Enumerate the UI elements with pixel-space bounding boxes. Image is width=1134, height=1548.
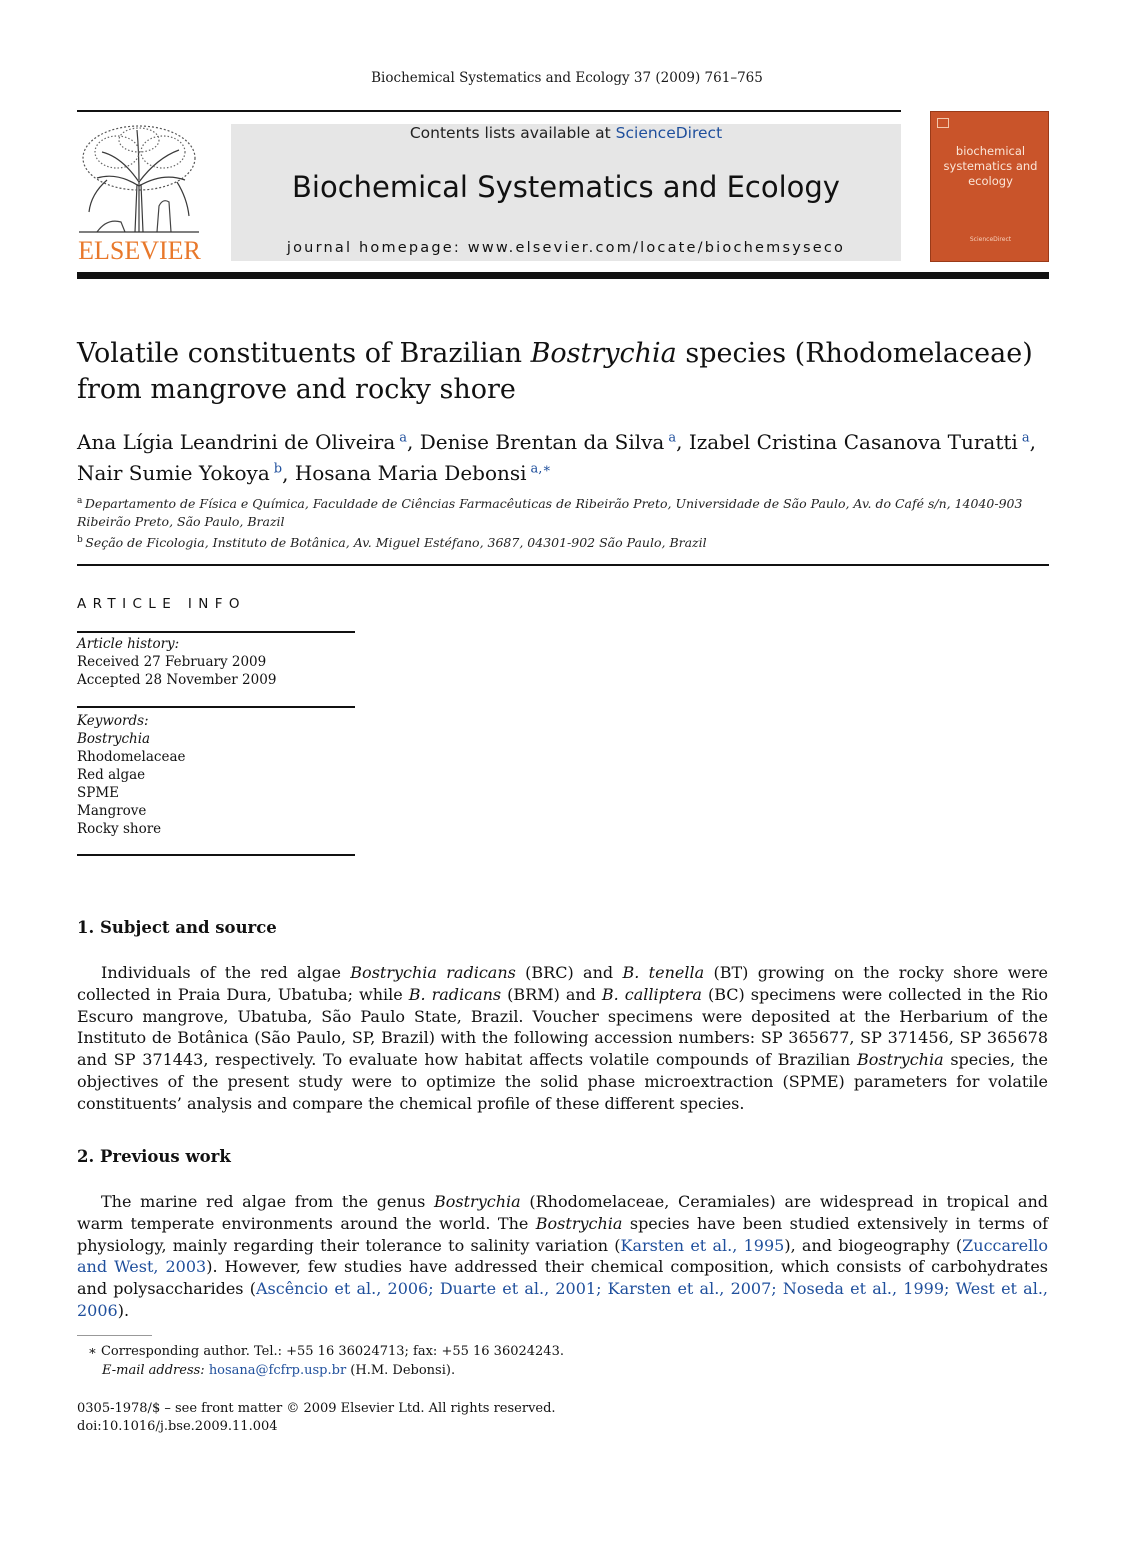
article-info-heading: ARTICLE INFO — [77, 596, 246, 612]
cover-logo-icon — [937, 118, 949, 128]
contents-line — [231, 124, 901, 142]
section-paragraph: The marine red algae from the genus Bostrychia (Rhodomelaceae, Ceramiales) are widespread in tropical and warm temperate environments around the world. The Bostrychia species have been studied extensively in terms of physiology, mainly regarding their tolerance to salinity variation (Karsten et al., 1995), and biogeography (Zuccarello and West, 2003). However, few studies have addressed their chemical composition, which consists of carbohydrates and polysaccharides (Ascêncio et al., 2006; Duarte et al., 2001; Karsten et al., 2007; Noseda et al., 1999; West et al., 2006). — [77, 1192, 1049, 1320]
section-heading: 1. Subject and source — [77, 918, 277, 937]
affiliations — [77, 492, 1049, 552]
keywords — [77, 712, 355, 838]
affiliation: $^b$ Seção de Ficologia, Instituto de Botânica, Av. Miguel Estéfano, 3687, 04301-902 São Paulo, Brazil — [77, 535, 707, 551]
section-heading: 2. Previous work — [77, 1147, 231, 1166]
history-label: Article history: — [77, 636, 180, 652]
title-part: Volatile constituents of Brazilian — [77, 338, 531, 369]
reference-link[interactable]: Ascêncio et al., 2006; Duarte et al., 2001; Karsten et al., 2007; Noseda et al., 1999; West et al., 2006 — [77, 1279, 1048, 1320]
sciencedirect-link[interactable]: ScienceDirect — [615, 124, 723, 142]
doi[interactable]: doi:10.1016/j.bse.2009.11.004 — [77, 1419, 278, 1434]
issn-copyright: 0305-1978/$ – see front matter © 2009 Elsevier Ltd. All rights reserved. — [77, 1401, 556, 1416]
author[interactable]: Ana Lígia Leandrini de Oliveira $^a$ — [77, 429, 408, 454]
received-date: Received 27 February 2009 — [77, 654, 267, 670]
footnote — [88, 1342, 1060, 1380]
header-top-rule — [77, 110, 901, 112]
footnote-rule — [77, 1335, 152, 1336]
section-paragraph: Individuals of the red algae Bostrychia radicans (BRC) and B. tenella (BT) growing on the rocky shore were collected in Praia Dura, Ubatuba; while B. radicans (BRM) and B. calliptera (BC) specimens were collected in the Rio Escuro mangrove, Ubatuba, São Paulo State, Brazil. Voucher specimens were deposited at the Herbarium of the Instituto de Botânica (São Paulo, SP, Brazil) with the following accession numbers: SP 365677, SP 371456, SP 365678 and SP 371443, respectively. To evaluate how habitat affects volatile compounds of Brazilian Bostrychia species, the objectives of the present study were to optimize the solid phase microextraction (SPME) parameters for volatile constituents’ analysis and compare the chemical profile of these different species. — [77, 963, 1049, 1113]
article-info-rule — [77, 706, 355, 708]
keyword: Rocky shore — [77, 821, 162, 837]
keywords-label: Keywords: — [77, 713, 149, 729]
cover-publisher: ScienceDirect — [969, 236, 1012, 243]
journal-banner — [231, 124, 901, 261]
elsevier-wordmark: ELSEVIER — [78, 236, 201, 265]
journal-homepage[interactable]: journal homepage: www.elsevier.com/locate/biochemsyseco — [286, 240, 846, 256]
email-line: E-mail address: hosana@fcfrp.usp.br (H.M. Debonsi). — [102, 1363, 456, 1378]
header-bottom-rule — [77, 272, 1049, 279]
cover-title: biochemical systematics and ecology — [943, 144, 1038, 188]
author[interactable]: Denise Brentan da Silva $^a$ — [419, 429, 677, 454]
title-part: species (Rhodomelaceae) from mangrove and rocky shore — [77, 338, 1033, 405]
corresponding-author: ∗ Corresponding author. Tel.: +55 16 36024713; fax: +55 16 36024243. — [88, 1344, 564, 1359]
elsevier-logo — [77, 122, 202, 264]
author-list: Ana Lígia Leandrini de Oliveira $^a$, Denise Brentan da Silva $^a$, Izabel Cristina Casanova Turatti $^a$, Nair Sumie Yokoya $^b$, Hosana Maria Debonsi $^{a,∗}$ — [77, 429, 1036, 486]
keyword: Bostrychia — [77, 731, 151, 747]
title-genus: Bostrychia — [530, 338, 677, 369]
article-history — [77, 635, 355, 689]
article-title — [77, 336, 1049, 408]
author[interactable]: Nair Sumie Yokoya $^b$ — [77, 461, 283, 486]
author[interactable]: Hosana Maria Debonsi $^{a,∗}$ — [294, 461, 552, 486]
affiliation: $^a$ Departamento de Física e Química, Faculdade de Ciências Farmacêuticas de Ribeirão Preto, Universidade de São Paulo, Av. do Café s/n, 14040-903 Ribeirão Preto, São Paulo, Brazil — [77, 496, 1023, 530]
keyword: Red algae — [77, 767, 146, 783]
email-link[interactable]: hosana@fcfrp.usp.br — [208, 1363, 347, 1378]
keyword: Rhodomelaceae — [77, 749, 186, 765]
contents-prefix: Contents lists available at — [409, 124, 616, 142]
accepted-date: Accepted 28 November 2009 — [77, 672, 277, 688]
keyword: Mangrove — [77, 803, 147, 819]
journal-cover — [930, 111, 1049, 262]
author[interactable]: Izabel Cristina Casanova Turatti $^a$ — [688, 429, 1030, 454]
article-info-rule — [77, 631, 355, 633]
reference-link[interactable]: Karsten et al., 1995 — [620, 1235, 785, 1255]
keyword: SPME — [77, 785, 120, 801]
reference-link[interactable]: Zuccarello and West, 2003 — [77, 1235, 1049, 1277]
copyright-block — [77, 1400, 1049, 1436]
journal-citation: Biochemical Systematics and Ecology 37 (2009) 761–765 — [371, 70, 763, 86]
section-divider — [77, 564, 1049, 566]
journal-title: Biochemical Systematics and Ecology — [292, 170, 840, 204]
tree-icon — [77, 122, 202, 234]
article-info-rule — [77, 854, 355, 856]
